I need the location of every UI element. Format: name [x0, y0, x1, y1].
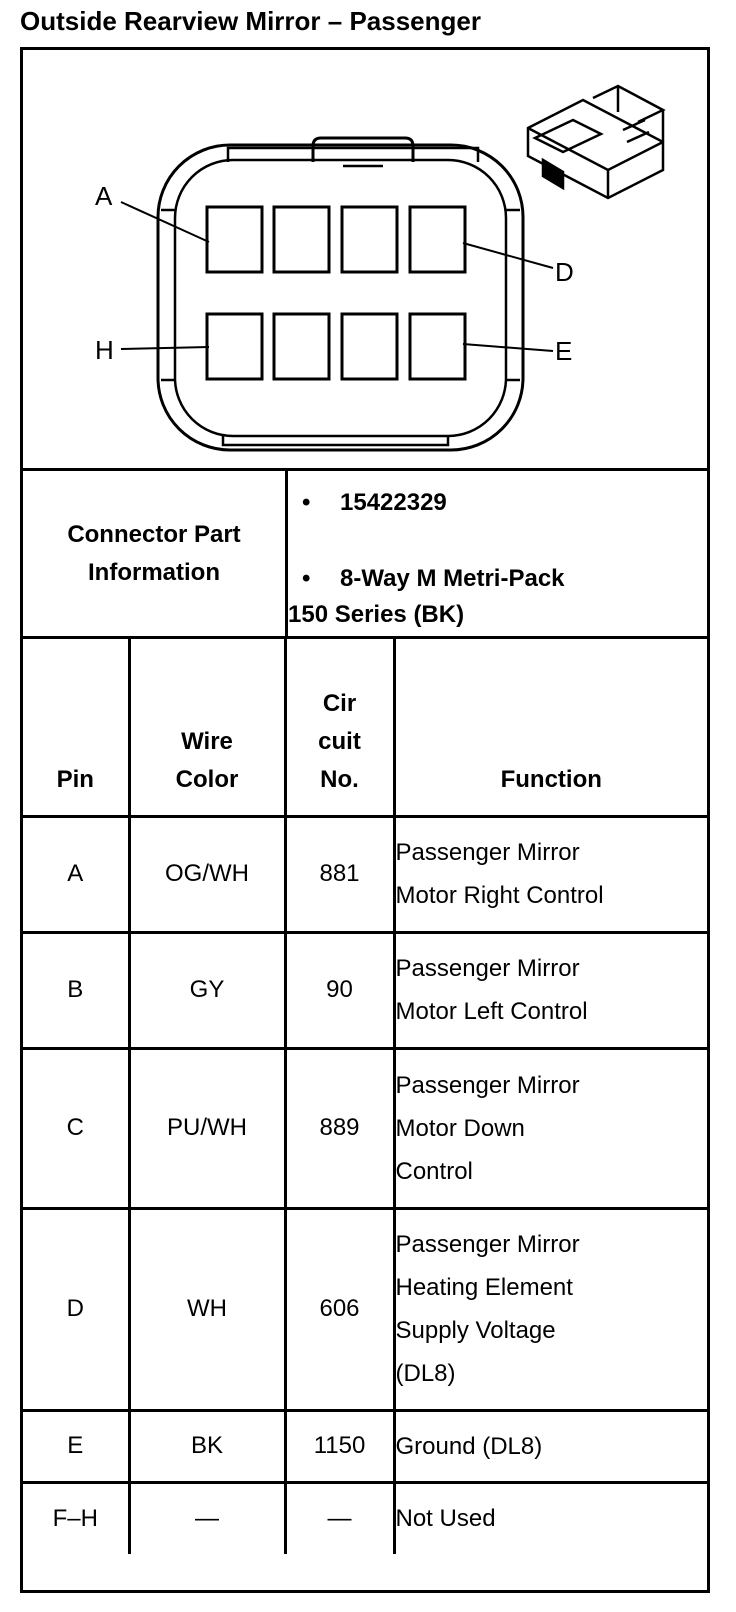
pin-label-e: E: [555, 336, 573, 366]
cell-function: [394, 932, 707, 1048]
cell-pin: E: [23, 1410, 129, 1482]
connector-isometric-icon: [528, 86, 663, 198]
part-number: 15422329: [340, 489, 447, 516]
cell-circuit: —: [285, 1482, 394, 1554]
cell-wire-color: OG/WH: [129, 816, 285, 932]
function-line: Passenger Mirror: [395, 955, 580, 982]
cell-function: [394, 816, 707, 932]
pin-label-h: H: [95, 335, 114, 365]
function-line: Motor Left Control: [395, 998, 588, 1025]
cell-wire-color: GY: [129, 932, 285, 1048]
cell-pin: D: [23, 1208, 129, 1410]
header-circuit-line2: cuit: [318, 727, 361, 755]
cell-pin: F–H: [23, 1482, 129, 1554]
function-line: Passenger Mirror: [395, 1231, 580, 1258]
function-line: Not Used: [395, 1505, 496, 1533]
connector-face-drawing: [23, 50, 707, 468]
page-title: Outside Rearview Mirror – Passenger: [20, 6, 481, 36]
part-info-label-line1: Connector Part: [67, 520, 241, 548]
cell-wire-color: —: [129, 1482, 285, 1554]
pin-label-a: A: [95, 181, 113, 211]
cell-function: [394, 1410, 707, 1482]
cell-function: [394, 1208, 707, 1410]
function-line: Control: [395, 1157, 473, 1185]
table-row: [23, 1208, 707, 1410]
cell-circuit: 1150: [285, 1410, 394, 1482]
connector-part-info: [23, 471, 707, 639]
part-info-label: [23, 471, 288, 636]
header-circuit-line3: No.: [320, 765, 359, 793]
connector-sheet: [20, 47, 710, 1593]
cell-wire-color: PU/WH: [129, 1048, 285, 1208]
connector-diagram: [23, 50, 707, 471]
bullet-icon: •: [302, 489, 311, 516]
header-wire-color-line1: Wire: [181, 727, 233, 755]
table-row: [23, 1048, 707, 1208]
table-row: [23, 932, 707, 1048]
header-circuit-no: [285, 636, 394, 816]
header-circuit-line1: Cir: [322, 689, 357, 717]
header-wire-color: [129, 636, 285, 816]
cell-circuit: 889: [285, 1048, 394, 1208]
cell-pin: A: [23, 816, 129, 932]
connector-type-line2: 150 Series (BK): [288, 601, 465, 628]
cell-circuit: 606: [285, 1208, 394, 1410]
part-info-details: [288, 471, 707, 636]
cell-function: [394, 1048, 707, 1208]
part-number-item: [302, 489, 447, 517]
cell-wire-color: BK: [129, 1410, 285, 1482]
part-info-label-line2: Information: [88, 558, 220, 586]
connector-type-item: [288, 561, 565, 633]
cell-circuit: 90: [285, 932, 394, 1048]
function-line: Passenger Mirror: [395, 839, 580, 866]
function-line: Supply Voltage: [395, 1317, 556, 1344]
header-wire-color-line2: Color: [175, 765, 239, 793]
header-pin: Pin: [23, 636, 129, 816]
cell-pin: C: [23, 1048, 129, 1208]
cell-function: [394, 1482, 707, 1554]
cell-pin: B: [23, 932, 129, 1048]
function-line: Motor Right Control: [395, 882, 604, 909]
table-row: [23, 1482, 707, 1554]
table-row: [23, 816, 707, 932]
connector-type-line1: 8-Way M Metri-Pack: [340, 565, 565, 592]
function-line: Passenger Mirror: [395, 1071, 580, 1099]
table-row: [23, 1410, 707, 1482]
pin-label-d: D: [555, 257, 574, 287]
cell-circuit: 881: [285, 816, 394, 932]
pin-table: [23, 636, 707, 1554]
cell-wire-color: WH: [129, 1208, 285, 1410]
bullet-icon: •: [302, 565, 311, 592]
header-function: Function: [394, 636, 707, 816]
table-header-row: [23, 636, 707, 816]
function-line: (DL8): [395, 1360, 456, 1387]
function-line: Ground (DL8): [395, 1432, 543, 1460]
function-line: Heating Element: [395, 1274, 573, 1301]
function-line: Motor Down: [395, 1114, 525, 1142]
